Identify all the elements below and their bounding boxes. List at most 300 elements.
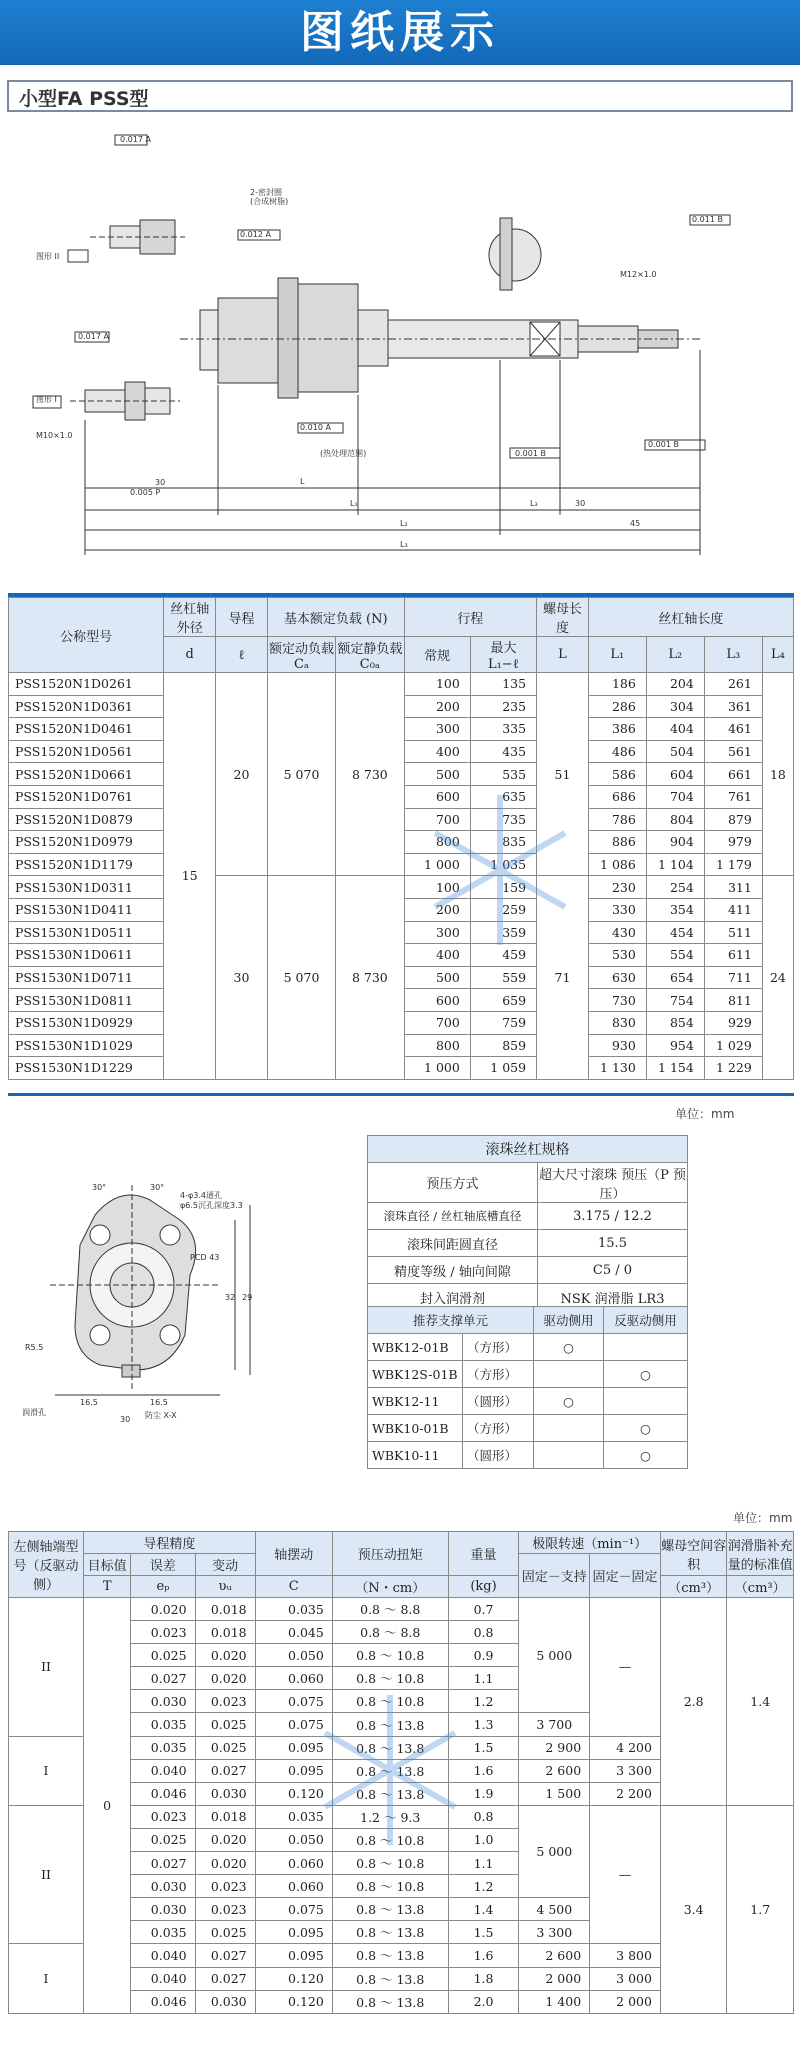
table-cell: 886	[588, 831, 646, 854]
table-cell: 0.025	[195, 1736, 255, 1759]
table-cell: 0.040	[131, 1759, 195, 1782]
table-cell: 1.5	[448, 1736, 519, 1759]
table-cell: 0.050	[255, 1644, 332, 1667]
table-cell: 929	[704, 1011, 762, 1034]
table-cell: 1.1	[448, 1852, 519, 1875]
table-row	[9, 673, 794, 696]
table-cell: 0.095	[255, 1944, 332, 1967]
table-cell: I	[9, 1736, 84, 1805]
table-cell: 604	[646, 763, 704, 786]
table-cell: 611	[704, 944, 762, 967]
table-cell: 1.6	[448, 1944, 519, 1967]
support-shape: （方形）	[463, 1334, 534, 1361]
table-cell: 0.027	[131, 1667, 195, 1690]
col-normal: 常规	[404, 637, 470, 673]
col-l1: L₁	[588, 637, 646, 673]
table-cell: 2 000	[590, 1990, 661, 2013]
support-row	[368, 1442, 688, 1469]
table-cell: 979	[704, 831, 762, 854]
col-mass-unit: (kg)	[448, 1576, 519, 1598]
table-cell: I	[9, 1944, 84, 2013]
table-cell: 0.046	[131, 1782, 195, 1805]
table-cell: 0.020	[195, 1852, 255, 1875]
table-cell: 3.4	[660, 1805, 726, 2013]
table-cell: 0.8 ～ 8.8	[332, 1598, 448, 1621]
table-cell: 0.025	[131, 1828, 195, 1851]
table-cell: 1 086	[588, 853, 646, 876]
svg-text:φ6.5沉孔深度3.3: φ6.5沉孔深度3.3	[180, 1201, 243, 1210]
table-cell: 1 130	[588, 1057, 646, 1080]
table-cell: 0.8	[448, 1805, 519, 1828]
table-cell: 354	[646, 898, 704, 921]
table-cell: 0.018	[195, 1805, 255, 1828]
table-cell: 0.030	[195, 1782, 255, 1805]
support-mark: ○	[604, 1415, 688, 1442]
table-cell: 430	[588, 921, 646, 944]
table-cell: PSS1520N1D0661	[9, 763, 164, 786]
table-cell: 1 059	[470, 1057, 536, 1080]
table-cell: 0.075	[255, 1713, 332, 1736]
table-cell: 754	[646, 989, 704, 1012]
table-cell: 1 000	[404, 853, 470, 876]
table-cell: 100	[404, 673, 470, 696]
support-mark	[534, 1361, 604, 1388]
support-mark	[604, 1334, 688, 1361]
table-cell: 0.023	[195, 1898, 255, 1921]
banner: 图纸展示	[0, 0, 800, 65]
table-cell: 454	[646, 921, 704, 944]
table-cell: 486	[588, 740, 646, 763]
table-cell: 0.023	[195, 1690, 255, 1713]
table-cell: 0.018	[195, 1598, 255, 1621]
table-cell: 2.0	[448, 1990, 519, 2013]
table-cell: PSS1520N1D0561	[9, 740, 164, 763]
table-cell: 600	[404, 989, 470, 1012]
col-max: 最大 L₁−ℓ	[470, 637, 536, 673]
svg-text:L₃: L₃	[400, 540, 408, 549]
table-cell: PSS1520N1D0879	[9, 808, 164, 831]
table-cell: 311	[704, 876, 762, 899]
table-cell: 1 179	[704, 853, 762, 876]
table-cell: 0.060	[255, 1852, 332, 1875]
table-cell: 730	[588, 989, 646, 1012]
table-cell: 5 000	[519, 1805, 590, 1897]
table-cell: 704	[646, 785, 704, 808]
spec-value: 超大尺寸滚珠 预压（P 预压）	[538, 1163, 688, 1203]
support-row	[368, 1388, 688, 1415]
table-cell: 2 900	[519, 1736, 590, 1759]
table-cell: —	[590, 1598, 661, 1737]
table-cell: 904	[646, 831, 704, 854]
table-cell: 759	[470, 1011, 536, 1034]
table-cell: 0.030	[195, 1990, 255, 2013]
col-var: 变动	[195, 1554, 255, 1576]
table-cell: 0.095	[255, 1921, 332, 1944]
table-cell: 3 300	[590, 1759, 661, 1782]
table-cell: 330	[588, 898, 646, 921]
table-cell: 0.120	[255, 1967, 332, 1990]
table-cell: 0.075	[255, 1690, 332, 1713]
table-cell: 0.8	[448, 1621, 519, 1644]
spec-caption: 滚珠丝杠规格	[368, 1136, 688, 1163]
table-cell: 954	[646, 1034, 704, 1057]
model-table	[8, 597, 794, 1080]
table-cell: 1 229	[704, 1057, 762, 1080]
table-cell: 0.020	[195, 1828, 255, 1851]
table-cell: 1.2	[448, 1875, 519, 1898]
table-cell: 1 035	[470, 853, 536, 876]
table-cell: 835	[470, 831, 536, 854]
table-cell: 0.023	[131, 1805, 195, 1828]
table-cell: 18	[762, 673, 793, 876]
col-grease-unit: （cm³）	[727, 1576, 794, 1598]
table-cell: 286	[588, 695, 646, 718]
col-nut-len: 螺母长度	[537, 598, 589, 637]
table-cell: PSS1520N1D0979	[9, 831, 164, 854]
spec-label: 滚珠间距圆直径	[368, 1230, 538, 1257]
table-cell: 0.095	[255, 1759, 332, 1782]
table-cell: 0.027	[131, 1852, 195, 1875]
table-cell: PSS1520N1D0461	[9, 718, 164, 741]
svg-text:0.005 P: 0.005 P	[130, 488, 161, 497]
svg-text:29: 29	[242, 1293, 253, 1302]
table-cell: 0.027	[195, 1967, 255, 1990]
support-model: WBK12-11	[368, 1388, 463, 1415]
table-cell: 1 154	[646, 1057, 704, 1080]
support-mark: ○	[604, 1442, 688, 1469]
table-cell: 1.5	[448, 1921, 519, 1944]
table-cell: 0.8 ～ 10.8	[332, 1875, 448, 1898]
table-cell: 5 000	[519, 1598, 590, 1713]
svg-text:图形 I: 图形 I	[36, 395, 57, 404]
table-cell: 0.8 ～ 13.8	[332, 1736, 448, 1759]
col-lead-sym: ℓ	[216, 637, 268, 673]
col-shaft-dia-sym: d	[164, 637, 216, 673]
table-cell: 0.027	[195, 1944, 255, 1967]
table-cell: 0.020	[131, 1598, 195, 1621]
svg-text:0.012 A: 0.012 A	[240, 230, 271, 239]
table-cell: 0.8 ～ 13.8	[332, 1782, 448, 1805]
col-stroke: 行程	[404, 598, 537, 637]
svg-text:R5.5: R5.5	[25, 1343, 44, 1352]
table-cell: 8 730	[336, 876, 404, 1079]
svg-text:PCD 43: PCD 43	[190, 1253, 220, 1262]
table-cell: 804	[646, 808, 704, 831]
table-cell: 859	[470, 1034, 536, 1057]
support-table	[367, 1306, 688, 1469]
col-nut-sym: L	[537, 637, 589, 673]
table-cell: 400	[404, 740, 470, 763]
table-cell: 1 029	[704, 1034, 762, 1057]
col-l4: L₄	[762, 637, 793, 673]
table-cell: 830	[588, 1011, 646, 1034]
svg-text:润滑孔: 润滑孔	[22, 1408, 46, 1417]
svg-text:32: 32	[225, 1293, 236, 1302]
table-cell: 411	[704, 898, 762, 921]
table-cell: 2 000	[519, 1967, 590, 1990]
table-cell: 1.0	[448, 1828, 519, 1851]
table-cell: 761	[704, 785, 762, 808]
table-cell: 1 500	[519, 1782, 590, 1805]
support-shape: （方形）	[463, 1361, 534, 1388]
table-cell: 0.8 ～ 13.8	[332, 1990, 448, 2013]
table-cell: 0.8 ～ 13.8	[332, 1713, 448, 1736]
svg-text:防尘 X-X: 防尘 X-X	[145, 1411, 177, 1420]
table-cell: PSS1530N1D0311	[9, 876, 164, 899]
col-model: 公称型号	[9, 598, 164, 673]
table-cell: 8 730	[336, 673, 404, 876]
table-cell: 204	[646, 673, 704, 696]
svg-text:图形 II: 图形 II	[36, 252, 60, 261]
table-cell: PSS1520N1D0261	[9, 673, 164, 696]
svg-text:(热处理范围): (热处理范围)	[320, 449, 367, 458]
table-cell: 0.7	[448, 1598, 519, 1621]
table-cell: 461	[704, 718, 762, 741]
table-cell: 400	[404, 944, 470, 967]
table-cell: 0.8 ～ 13.8	[332, 1759, 448, 1782]
table-cell: 2 600	[519, 1759, 590, 1782]
table-cell: 1.4	[727, 1598, 794, 1806]
svg-text:0.017 A: 0.017 A	[120, 135, 151, 144]
spec-label: 精度等级 / 轴向间隙	[368, 1257, 538, 1284]
table-cell: 700	[404, 808, 470, 831]
table-cell: 0.8 ～ 10.8	[332, 1690, 448, 1713]
table-cell: PSS1520N1D0761	[9, 785, 164, 808]
table-cell: 0.020	[195, 1644, 255, 1667]
svg-text:45: 45	[630, 519, 641, 528]
col-torque-unit: （N・cm）	[332, 1576, 448, 1598]
table-cell: 2 200	[590, 1782, 661, 1805]
table2-unit: 单位：mm	[733, 1511, 793, 1525]
table-cell: PSS1530N1D0611	[9, 944, 164, 967]
table-cell: 659	[470, 989, 536, 1012]
table-cell: 0.035	[255, 1805, 332, 1828]
table-cell: 2 600	[519, 1944, 590, 1967]
table-cell: 4 200	[590, 1736, 661, 1759]
support-shape: （方形）	[463, 1415, 534, 1442]
table-cell: 0.8 ～ 8.8	[332, 1621, 448, 1644]
col-target-sym: T	[84, 1576, 131, 1598]
table-cell: 600	[404, 785, 470, 808]
table-cell: 2.8	[660, 1598, 726, 1806]
table-cell: 359	[470, 921, 536, 944]
support-model: WBK12-01B	[368, 1334, 463, 1361]
table-cell: 504	[646, 740, 704, 763]
svg-text:L₁: L₁	[350, 499, 358, 508]
table-cell: 5 070	[267, 876, 335, 1079]
support-header: 反驱动侧用	[604, 1307, 688, 1334]
support-model: WBK12S-01B	[368, 1361, 463, 1388]
table-cell: 0.8 ～ 10.8	[332, 1828, 448, 1851]
col-speed: 极限转速（min⁻¹）	[519, 1532, 661, 1554]
table-cell: 1.4	[448, 1898, 519, 1921]
table-cell: 1.1	[448, 1667, 519, 1690]
col-l2: L₂	[646, 637, 704, 673]
table-cell: 0.018	[195, 1621, 255, 1644]
table-cell: PSS1530N1D1029	[9, 1034, 164, 1057]
svg-text:16.5: 16.5	[80, 1398, 98, 1407]
table-cell: 200	[404, 898, 470, 921]
table-cell: 0.023	[131, 1621, 195, 1644]
table-cell: 335	[470, 718, 536, 741]
table-cell: 4 500	[519, 1898, 590, 1921]
table-cell: 0.045	[255, 1621, 332, 1644]
table-cell: 0.035	[131, 1921, 195, 1944]
spec-value: 3.175 / 12.2	[538, 1203, 688, 1230]
col-stat: 额定静负载 C₀ₐ	[336, 637, 404, 673]
svg-text:L₂: L₂	[400, 519, 408, 528]
table-cell: 0	[84, 1598, 131, 2014]
table-cell: 404	[646, 718, 704, 741]
table-cell: PSS1530N1D0411	[9, 898, 164, 921]
table-cell: 30	[216, 876, 268, 1079]
col-lead: 导程	[216, 598, 268, 637]
support-model: WBK10-01B	[368, 1415, 463, 1442]
table-cell: 261	[704, 673, 762, 696]
table-cell: 511	[704, 921, 762, 944]
col-space-unit: （cm³）	[660, 1576, 726, 1598]
table-cell: 304	[646, 695, 704, 718]
col-fs: 固定－支持	[519, 1554, 590, 1598]
table-cell: 1 400	[519, 1990, 590, 2013]
support-mark	[534, 1415, 604, 1442]
support-row	[368, 1361, 688, 1388]
table-cell: 786	[588, 808, 646, 831]
table-cell: 0.025	[195, 1713, 255, 1736]
col-acc: 导程精度	[84, 1532, 256, 1554]
col-runout: 轴摆动	[255, 1532, 332, 1576]
table-cell: 361	[704, 695, 762, 718]
table-cell: 235	[470, 695, 536, 718]
table1-bottom-rule	[8, 1093, 794, 1096]
svg-text:30°: 30°	[150, 1183, 165, 1192]
col-var-sym: υᵤ	[195, 1576, 255, 1598]
table-cell: 71	[537, 876, 589, 1079]
ball-screw-drawing	[0, 120, 800, 560]
spec-label: 预压方式	[368, 1163, 538, 1203]
support-mark: ○	[534, 1388, 604, 1415]
table-cell: 3 800	[590, 1944, 661, 1967]
col-mass: 重量	[448, 1532, 519, 1576]
table-cell: 854	[646, 1011, 704, 1034]
table-cell: 686	[588, 785, 646, 808]
col-shaft-dia: 丝杠轴外径	[164, 598, 216, 637]
col-space: 螺母空间容积	[660, 1532, 726, 1576]
table-cell: 654	[646, 966, 704, 989]
table-cell: 800	[404, 831, 470, 854]
table-cell: 0.035	[131, 1713, 195, 1736]
table-cell: 1.3	[448, 1713, 519, 1736]
col-ff: 固定－固定	[590, 1554, 661, 1598]
table-cell: 535	[470, 763, 536, 786]
table-cell: —	[590, 1805, 661, 1944]
table-cell: 1.2 ～ 9.3	[332, 1805, 448, 1828]
table-cell: 500	[404, 763, 470, 786]
table-cell: 0.8 ～ 13.8	[332, 1921, 448, 1944]
support-shape: （圆形）	[463, 1442, 534, 1469]
table-cell: 230	[588, 876, 646, 899]
table-cell: 200	[404, 695, 470, 718]
table-cell: 300	[404, 921, 470, 944]
support-mark	[534, 1442, 604, 1469]
table-cell: 930	[588, 1034, 646, 1057]
table-cell: 135	[470, 673, 536, 696]
table-cell: 0.060	[255, 1875, 332, 1898]
col-shaft-len: 丝杠轴长度	[588, 598, 793, 637]
table-cell: 186	[588, 673, 646, 696]
col-l3: L₃	[704, 637, 762, 673]
table-cell: 700	[404, 1011, 470, 1034]
spec-value: C5 / 0	[538, 1257, 688, 1284]
table-cell: 0.035	[131, 1736, 195, 1759]
svg-text:M12×1.0: M12×1.0	[620, 270, 657, 279]
table-cell: 254	[646, 876, 704, 899]
support-header: 驱动侧用	[534, 1307, 604, 1334]
table-cell: 0.120	[255, 1990, 332, 2013]
table-cell: 1.6	[448, 1759, 519, 1782]
table-cell: 0.025	[131, 1644, 195, 1667]
table-cell: 1 000	[404, 1057, 470, 1080]
table-cell: 0.8 ～ 13.8	[332, 1944, 448, 1967]
table-row	[9, 1598, 794, 1621]
table-cell: 0.8 ～ 10.8	[332, 1644, 448, 1667]
table-cell: 1.8	[448, 1967, 519, 1990]
table-cell: 1.2	[448, 1690, 519, 1713]
table-cell: 0.040	[131, 1967, 195, 1990]
svg-text:30°: 30°	[92, 1183, 107, 1192]
col-grease: 润滑脂补充量的标准值	[727, 1532, 794, 1576]
table-cell: 0.050	[255, 1828, 332, 1851]
table-cell: 0.020	[195, 1667, 255, 1690]
table-cell: 20	[216, 673, 268, 876]
svg-text:30: 30	[575, 499, 586, 508]
svg-text:0.010 A: 0.010 A	[300, 423, 331, 432]
spec-table	[367, 1135, 688, 1311]
col-target: 目标值	[84, 1554, 131, 1576]
table-cell: 0.060	[255, 1667, 332, 1690]
table-cell: 0.8 ～ 10.8	[332, 1667, 448, 1690]
col-runout-sym: C	[255, 1576, 332, 1598]
table-cell: 386	[588, 718, 646, 741]
col-load: 基本额定负载 (N)	[267, 598, 404, 637]
svg-text:30: 30	[155, 478, 166, 487]
col-dyn: 额定动负载 Cₐ	[267, 637, 335, 673]
table-cell: 559	[470, 966, 536, 989]
table-cell: 1.9	[448, 1782, 519, 1805]
table-cell: 159	[470, 876, 536, 899]
table-cell: 735	[470, 808, 536, 831]
col-torque: 预压动扭矩	[332, 1532, 448, 1576]
spec-value: 15.5	[538, 1230, 688, 1257]
table-cell: 0.030	[131, 1690, 195, 1713]
table-cell: 0.9	[448, 1644, 519, 1667]
table-cell: 800	[404, 1034, 470, 1057]
table-cell: PSS1530N1D0711	[9, 966, 164, 989]
table-cell: 0.8 ～ 13.8	[332, 1898, 448, 1921]
table-cell: 635	[470, 785, 536, 808]
table-cell: 0.025	[195, 1921, 255, 1944]
support-model: WBK10-11	[368, 1442, 463, 1469]
support-mark: ○	[534, 1334, 604, 1361]
table-cell: 0.8 ～ 10.8	[332, 1852, 448, 1875]
table-cell: 811	[704, 989, 762, 1012]
svg-text:30: 30	[120, 1415, 131, 1424]
table-cell: PSS1530N1D0929	[9, 1011, 164, 1034]
svg-text:0.017 A: 0.017 A	[78, 332, 109, 341]
svg-text:0.001 B: 0.001 B	[648, 440, 679, 449]
table-cell: PSS1520N1D1179	[9, 853, 164, 876]
table-cell: 300	[404, 718, 470, 741]
